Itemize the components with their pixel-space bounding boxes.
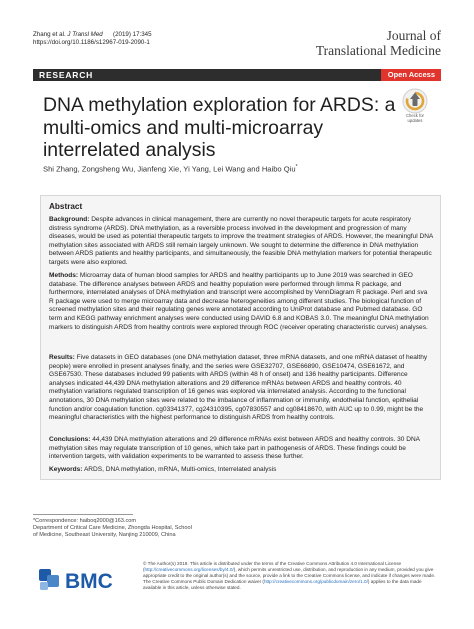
conclusions-text: 44,439 DNA methylation alterations and 29 difference mRNAs exist between ARDS and healthy controls. 30 DNA methylation sites may regulate transcription of 10 genes, which take part in pathogenesis of ARDS. These findings could be intervention targets, with validation experiments to be warranted to assess these further. (49, 436, 420, 461)
open-access-label: Open Access (387, 70, 435, 79)
citation-header (33, 31, 152, 47)
citation-year-volume: (2019) 17:345 (102, 31, 152, 38)
journal-name-line1: Journal of (386, 28, 441, 43)
section-label: RESEARCH (39, 70, 94, 80)
citation-journal: J Transl Med (67, 31, 103, 38)
license-text-1: © The Author(s) 2019. This article is distributed under the terms of the Creative Commons Attribution 4.0 International License ( (143, 561, 402, 572)
author-list (43, 164, 298, 174)
doi-link[interactable]: https://doi.org/10.1186/s12967-019-2090-1 (33, 39, 150, 46)
abstract-results (49, 354, 433, 423)
badge-label-line2: updates (407, 117, 423, 123)
license-notice (143, 561, 441, 591)
abstract-box (40, 195, 441, 480)
journal-name-line2: Translational Medicine (315, 43, 441, 58)
affiliation-line2: of Medicine, Southeast University, Nanjing 210009, China (33, 532, 176, 539)
abstract-heading: Abstract (49, 202, 83, 211)
article-title: DNA methylation exploration for ARDS: a multi-omics and multi-microarray interrelated analysis (43, 94, 396, 161)
methods-label: Methods: (49, 272, 79, 279)
license-text-2: ), which permits unrestricted use, distribution, and reproduction in any medium, provided you give appropriate credit to the original author(s) and the source, provide a link to the Creative Commons license, and indicate if changes were made. The Creative Commons Public Domain Dedication waiver ( (143, 567, 436, 584)
open-access-badge (381, 69, 441, 81)
methods-text: Microarray data of human blood samples for ARDS and healthy participants up to June 2019 was searched in GEO database. The difference analyses between ARDS and healthy population were performed through limma R package, and furthermore, interrelated analyses of DNA methylation and transcript were accomplished by VennDiagram R package. Perl and sva R package were used to merge microarray data and decrease heterogeneities among different studies. The biological function of screened methylation sites and their regulating genes were annotated according to UniProt database and Pubmed database. GO term and KEGG pathway enrichment analyses were conducted using DAVID 6.8 and KOBAS 3.0. The meaningful DNA methylation markers to distinguish ARDS from healthy controls were explored through ROC (receiver operating characteristic curves) analyses. (49, 272, 429, 331)
abstract-background (49, 216, 433, 268)
license-link-by[interactable]: http://creativecommons.org/licenses/by/4.0/ (144, 567, 234, 572)
background-text: Despite advances in clinical management, there are currently no novel therapeutic targets for acute respiratory distress syndrome (ARDS). DNA methylation, as a reversible process involved in the development and progression of many diseases, would be used as potential therapeutic targets to improve the treatment strategies of ARDS. However, the meaningful DNA methylation sites associated with ARDS still remain largely unknown. We sought to determine the difference in DNA methylation between ARDS patients and healthy participants, and simultaneously, the feasible DNA methylation markers for potential therapeutic targets were also explored. (49, 216, 433, 266)
badge-label-line1: Check for (406, 113, 424, 118)
license-link-zero[interactable]: http://creativecommons.org/publicdomain/zero/1.0/ (263, 579, 368, 584)
correspondence-footnote (33, 518, 233, 540)
authors-text: Shi Zhang, Zongsheng Wu, Jianfeng Xie, Yi Yang, Lei Wang and Haibo Qiu (43, 164, 296, 174)
results-label: Results: (49, 354, 75, 361)
bmc-logo-mark-icon (39, 569, 59, 590)
abstract-keywords (49, 466, 433, 475)
bmc-logo-text: BMC (65, 570, 113, 593)
keywords-text: ARDS, DNA methylation, mRNA, Multi-omics, Interrelated analysis (82, 466, 277, 473)
journal-name (316, 28, 441, 58)
bmc-logo (37, 565, 139, 595)
conclusions-label: Conclusions: (49, 436, 91, 443)
abstract-conclusions (49, 436, 433, 462)
background-label: Background: (49, 216, 90, 223)
results-text: Five datasets in GEO databases (one DNA methylation dataset, three mRNA datasets, and one mRNA dataset of healthy people) were enrolled in present analyses finally, and the series were GSE32707, GSE66890, GSE10474, GSE61672, and GSE67530. These databases included 99 patients with ARDS (within 48 h of onset) and 136 healthy participants. Difference analyses indicated 44,439 DNA methylation alterations and 29 difference mRNAs between ARDS and healthy controls. 40 methylation variations regulated transcription of 16 genes was explored via interrelated analysis. According to the functional annotations, 30 DNA methylation sites were related to the imbalance of inflammation or immunity, endothelial function, epithelial function and/or coagulation function. cg03341377, cg24310395, cg07830557 and cg08418670, with AUC up to 0.99, might be the meaningful characteristics with the highest performance to distinguish ARDS from healthy controls. (49, 354, 428, 422)
affiliation-line1: Department of Critical Care Medicine, Zhongda Hospital, School (33, 525, 192, 532)
keywords-label: Keywords: (49, 466, 83, 473)
corresponding-author-mark: * (295, 164, 298, 170)
footnote-divider (33, 514, 133, 515)
citation-authors: Zhang et al. (33, 31, 68, 38)
abstract-methods (49, 272, 433, 332)
check-for-updates-icon[interactable] (402, 88, 428, 114)
correspondence-email[interactable]: *Correspondence: haiboq2000@163.com (33, 518, 137, 524)
license-text-3: ) applies to the data made available in this article, unless otherwise stated. (143, 579, 422, 590)
check-for-updates-label (399, 114, 431, 123)
